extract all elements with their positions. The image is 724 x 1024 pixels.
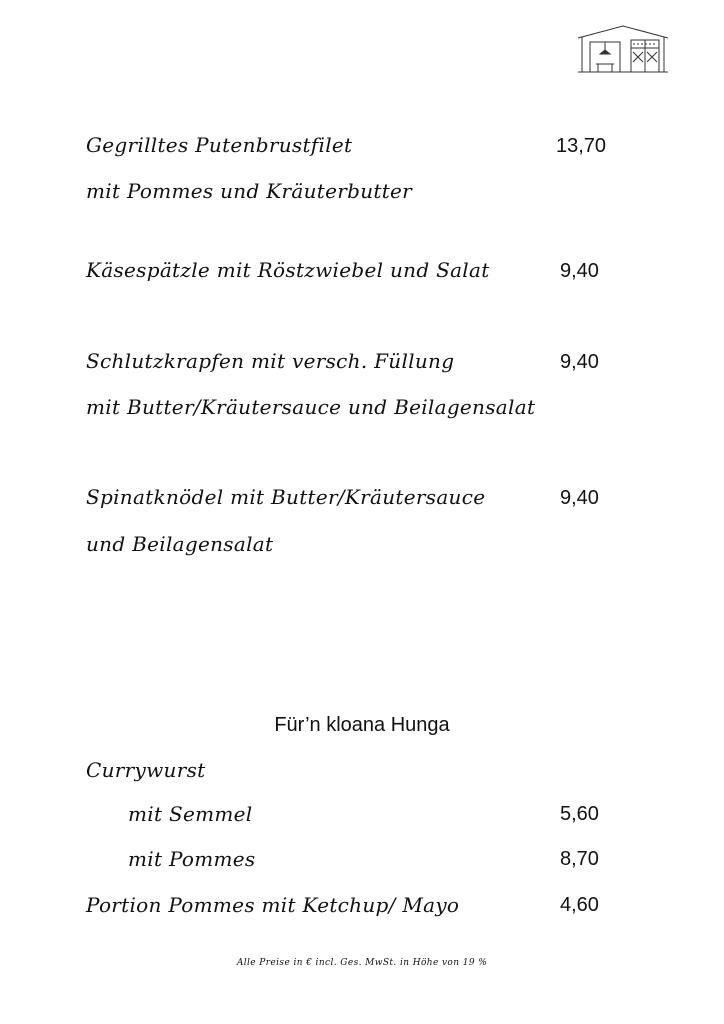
dish-price: 13,70 (556, 135, 607, 157)
kids-dish-name: Portion Pommes mit Ketchup/ Mayo (86, 893, 460, 917)
dish-price: 9,40 (560, 260, 599, 282)
kids-option-price: 5,60 (560, 803, 599, 825)
restaurant-house-icon (576, 24, 670, 74)
dish-description: mit Pommes und Kräuterbutter (86, 179, 413, 203)
section-title: Für’n kloana Hunga (274, 714, 450, 736)
kids-option-price: 8,70 (560, 848, 599, 870)
kids-option-label: mit Pommes (128, 847, 256, 871)
dish-name: Käsespätzle mit Röstzwiebel und Salat (86, 258, 490, 282)
dish-description: und Beilagensalat (86, 532, 274, 556)
price-footnote: Alle Preise in € incl. Ges. MwSt. in Höhe von 19 % (236, 958, 488, 968)
dish-description: mit Butter/Kräutersauce und Beilagensalat (86, 395, 536, 419)
kids-dish-price: 4,60 (560, 894, 599, 916)
dish-name: Gegrilltes Putenbrustfilet (86, 133, 353, 157)
kids-option-label: mit Semmel (128, 802, 253, 826)
kids-dish-name: Currywurst (86, 758, 206, 782)
dish-price: 9,40 (560, 487, 599, 509)
dish-name: Schlutzkrapfen mit versch. Füllung (86, 349, 455, 373)
dish-price: 9,40 (560, 351, 599, 373)
dish-name: Spinatknödel mit Butter/Kräutersauce (86, 485, 486, 509)
